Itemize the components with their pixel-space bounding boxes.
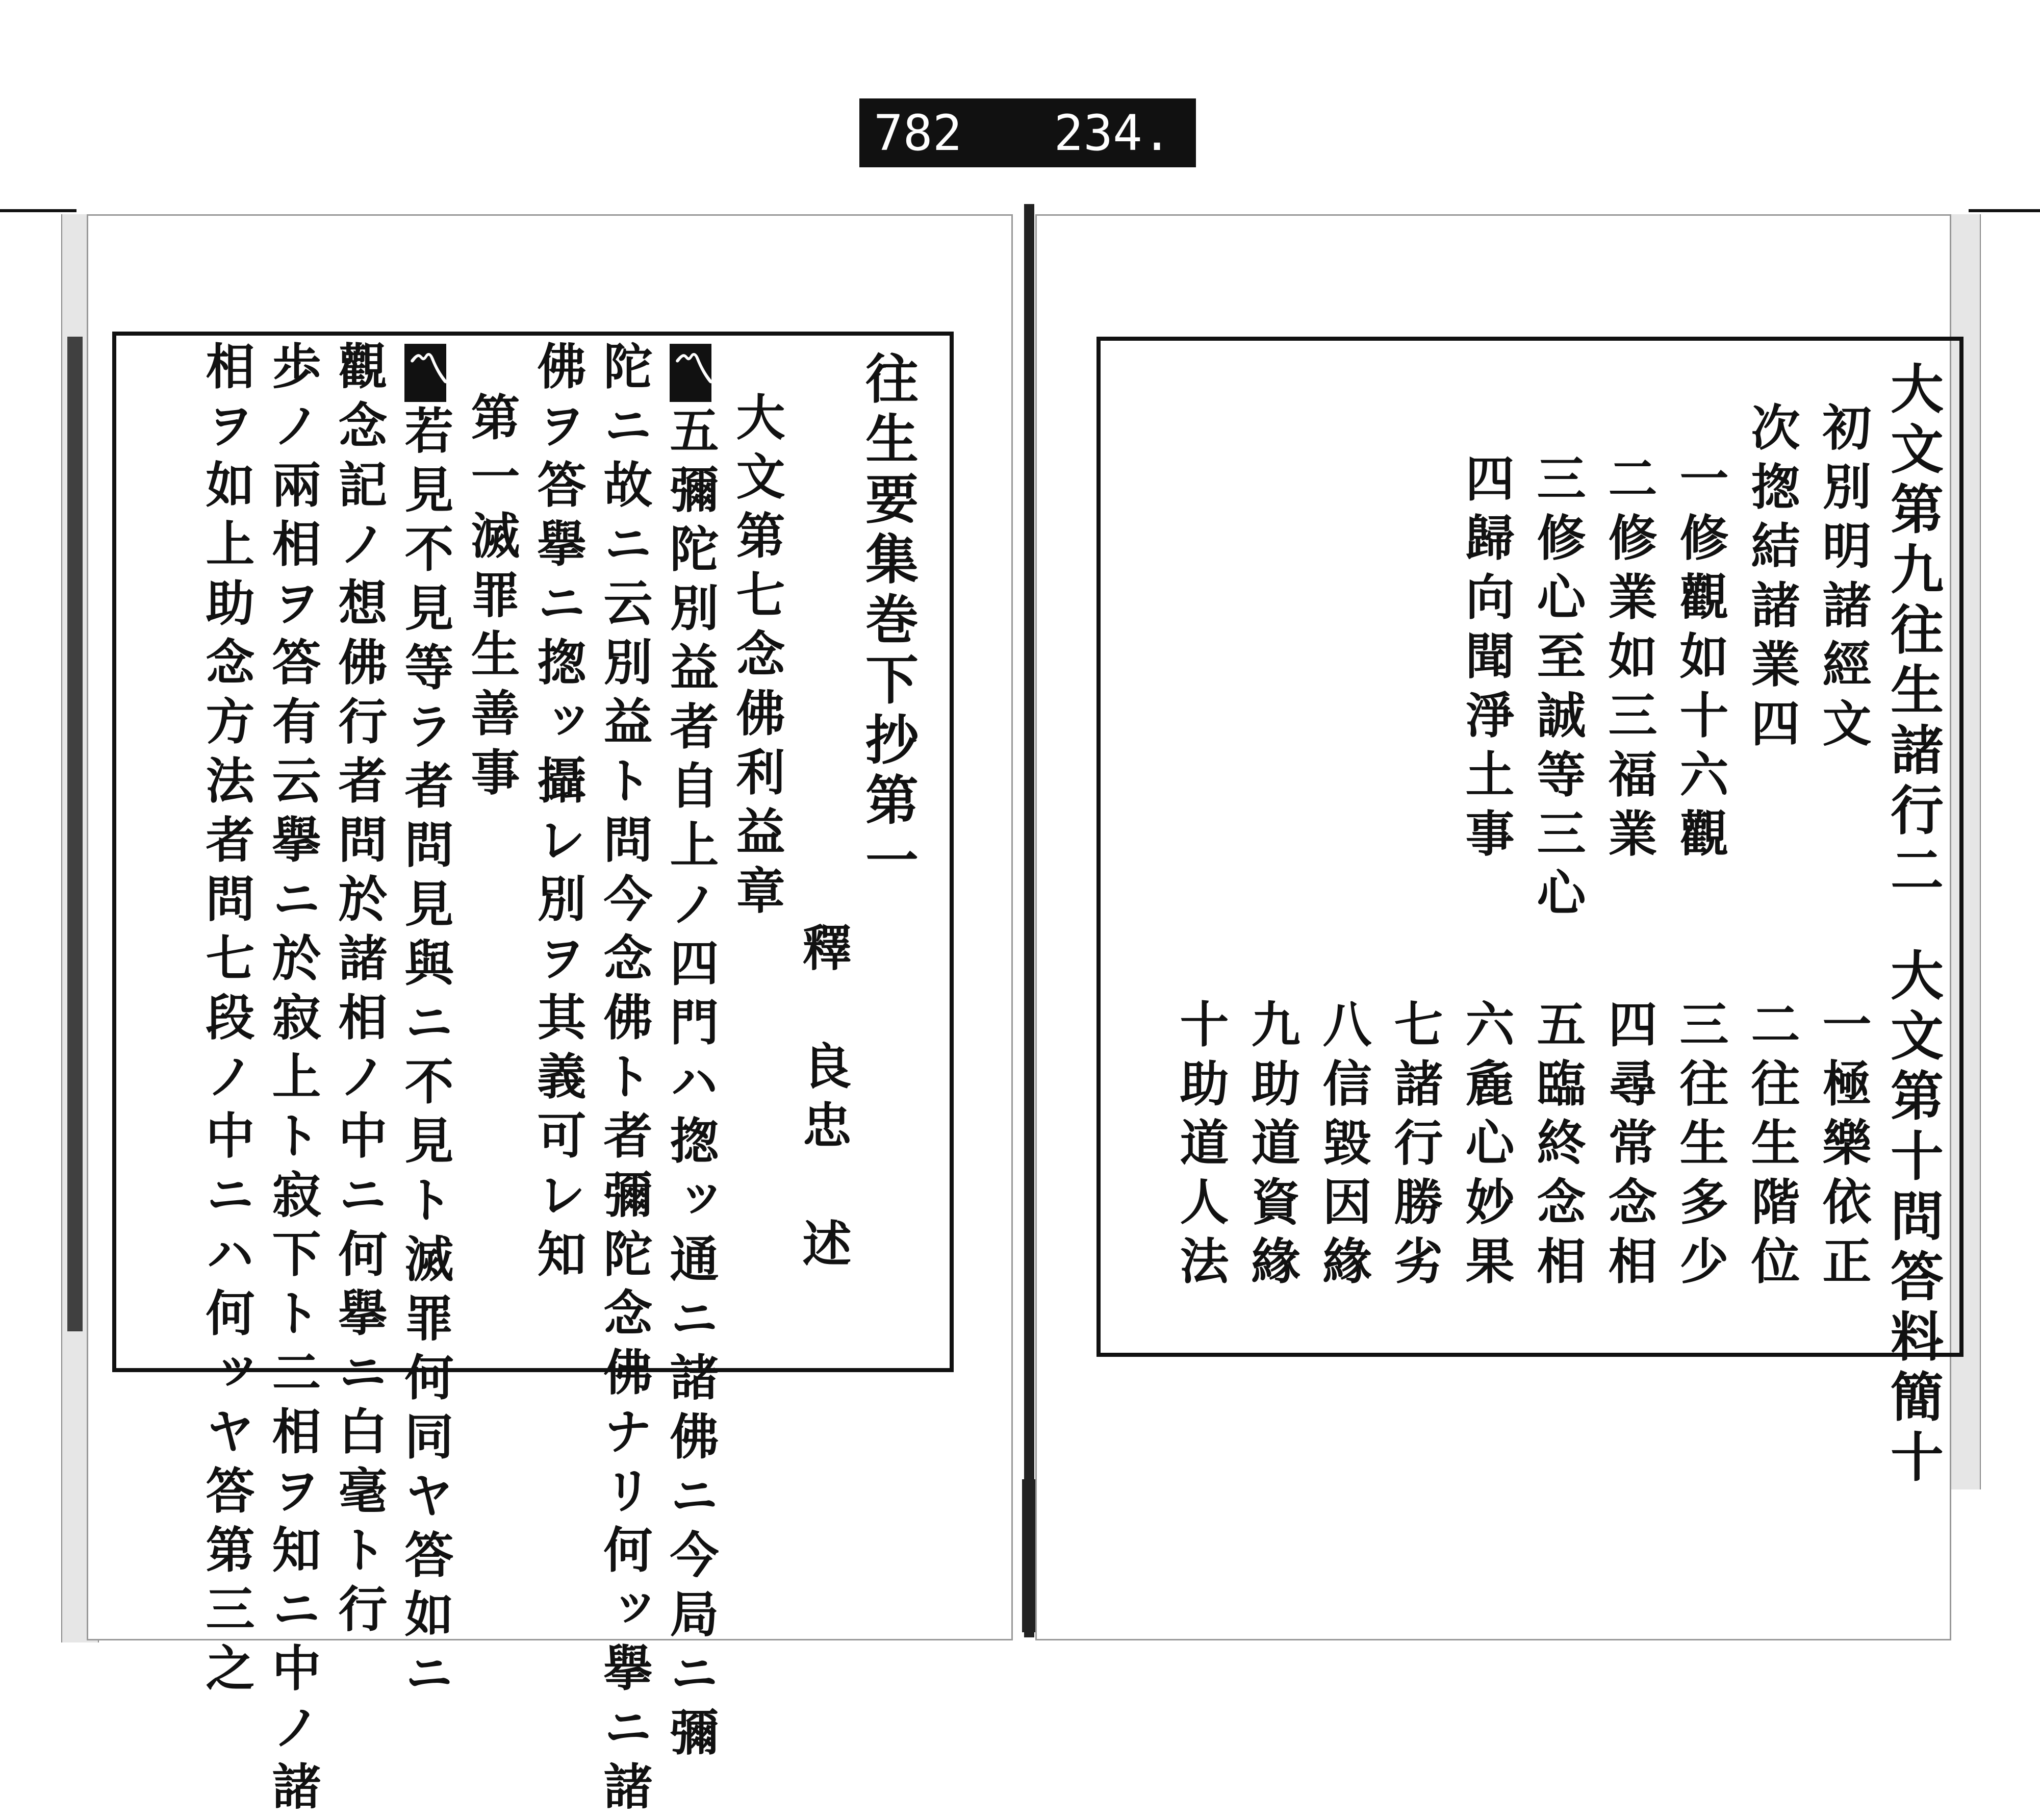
text-column xyxy=(397,341,454,1707)
author-name-part: 良忠 xyxy=(795,1041,852,1159)
text-column: 第一滅罪生善事 xyxy=(463,392,521,806)
top-edge-line-right xyxy=(1969,209,2040,212)
section-marker-icon: 〽 xyxy=(404,344,446,402)
author-name-part: 釋 xyxy=(795,922,852,981)
catalog-number-label xyxy=(859,98,1196,167)
left-page-frame xyxy=(112,332,954,1820)
text-column-line: 五彌陀別益者自上ノ四門ハ揔ッ通ニ諸佛ニ今局ニ彌 xyxy=(662,405,720,1766)
text-column: 九助道資緣 xyxy=(1243,999,1301,1295)
text-column: 六麁心妙果 xyxy=(1458,999,1515,1295)
catalog-number-left: 782 xyxy=(874,104,962,162)
text-column: 三修心至誠等三心 xyxy=(1529,453,1587,926)
left-page-title: 往生要集巻下抄第一 xyxy=(856,351,919,893)
text-column: 相ヲ如上助念方法者問七段ノ中ニハ何ッヤ答第三之 xyxy=(198,341,256,1702)
text-column: 五臨終念相 xyxy=(1529,999,1587,1295)
text-column: 次揔結諸業四 xyxy=(1743,402,1801,757)
left-binding-strip xyxy=(67,337,83,1331)
text-column: 一極樂依正 xyxy=(1815,999,1872,1295)
text-column: 歩ノ兩相ヲ答有云擧ニ於寂上ト寂下ト二相ヲ知ニ中ノ諸 xyxy=(264,341,322,1820)
section-marker-icon: 〽 xyxy=(670,344,711,402)
right-page-frame xyxy=(1096,337,1964,1489)
text-column: 二往生階位 xyxy=(1743,999,1801,1295)
text-column: 八信毀因緣 xyxy=(1315,999,1372,1295)
text-column: 七諸行勝劣 xyxy=(1386,999,1444,1295)
text-column: 二修業如三福業 xyxy=(1600,453,1658,867)
text-column: 十助道人法 xyxy=(1172,999,1230,1295)
chapter-heading: 大文第十問答料簡十 xyxy=(1881,948,1944,1489)
author-name-part: 述 xyxy=(795,1218,852,1277)
text-column: 四歸向聞淨土事 xyxy=(1458,453,1515,867)
text-column: 一修觀如十六觀 xyxy=(1672,453,1729,867)
author-name xyxy=(795,922,852,1277)
center-spine xyxy=(1024,204,1034,1637)
text-column: 觀念記ノ想佛行者問於諸相ノ中ニ何擧ニ白毫ト行 xyxy=(330,341,388,1642)
text-column xyxy=(662,341,720,1766)
text-column: 四尋常念相 xyxy=(1600,999,1658,1295)
top-edge-line-left xyxy=(0,209,76,212)
text-column: 初別明諸經文 xyxy=(1815,402,1872,757)
text-column: 三往生多少 xyxy=(1672,999,1729,1295)
chapter-heading: 大文第九往生諸行二 xyxy=(1881,361,1944,903)
text-column: 陀ニ故ニ云別益ト問今念佛ト者彌陀念佛ナリ何ッ擧ニ諸 xyxy=(596,341,653,1820)
spine-tail xyxy=(1022,1479,1036,1632)
text-column-line: 若見不見等ラ者問見與ニ不見ト滅罪何同ヤ答如ニ xyxy=(397,405,454,1707)
catalog-number-right: 234. xyxy=(1054,104,1172,162)
text-column: 佛ヲ答擧ニ揔ッ攝レ別ヲ其義可レ知 xyxy=(529,341,587,1287)
text-column: 大文第七念佛利益章 xyxy=(728,392,786,924)
